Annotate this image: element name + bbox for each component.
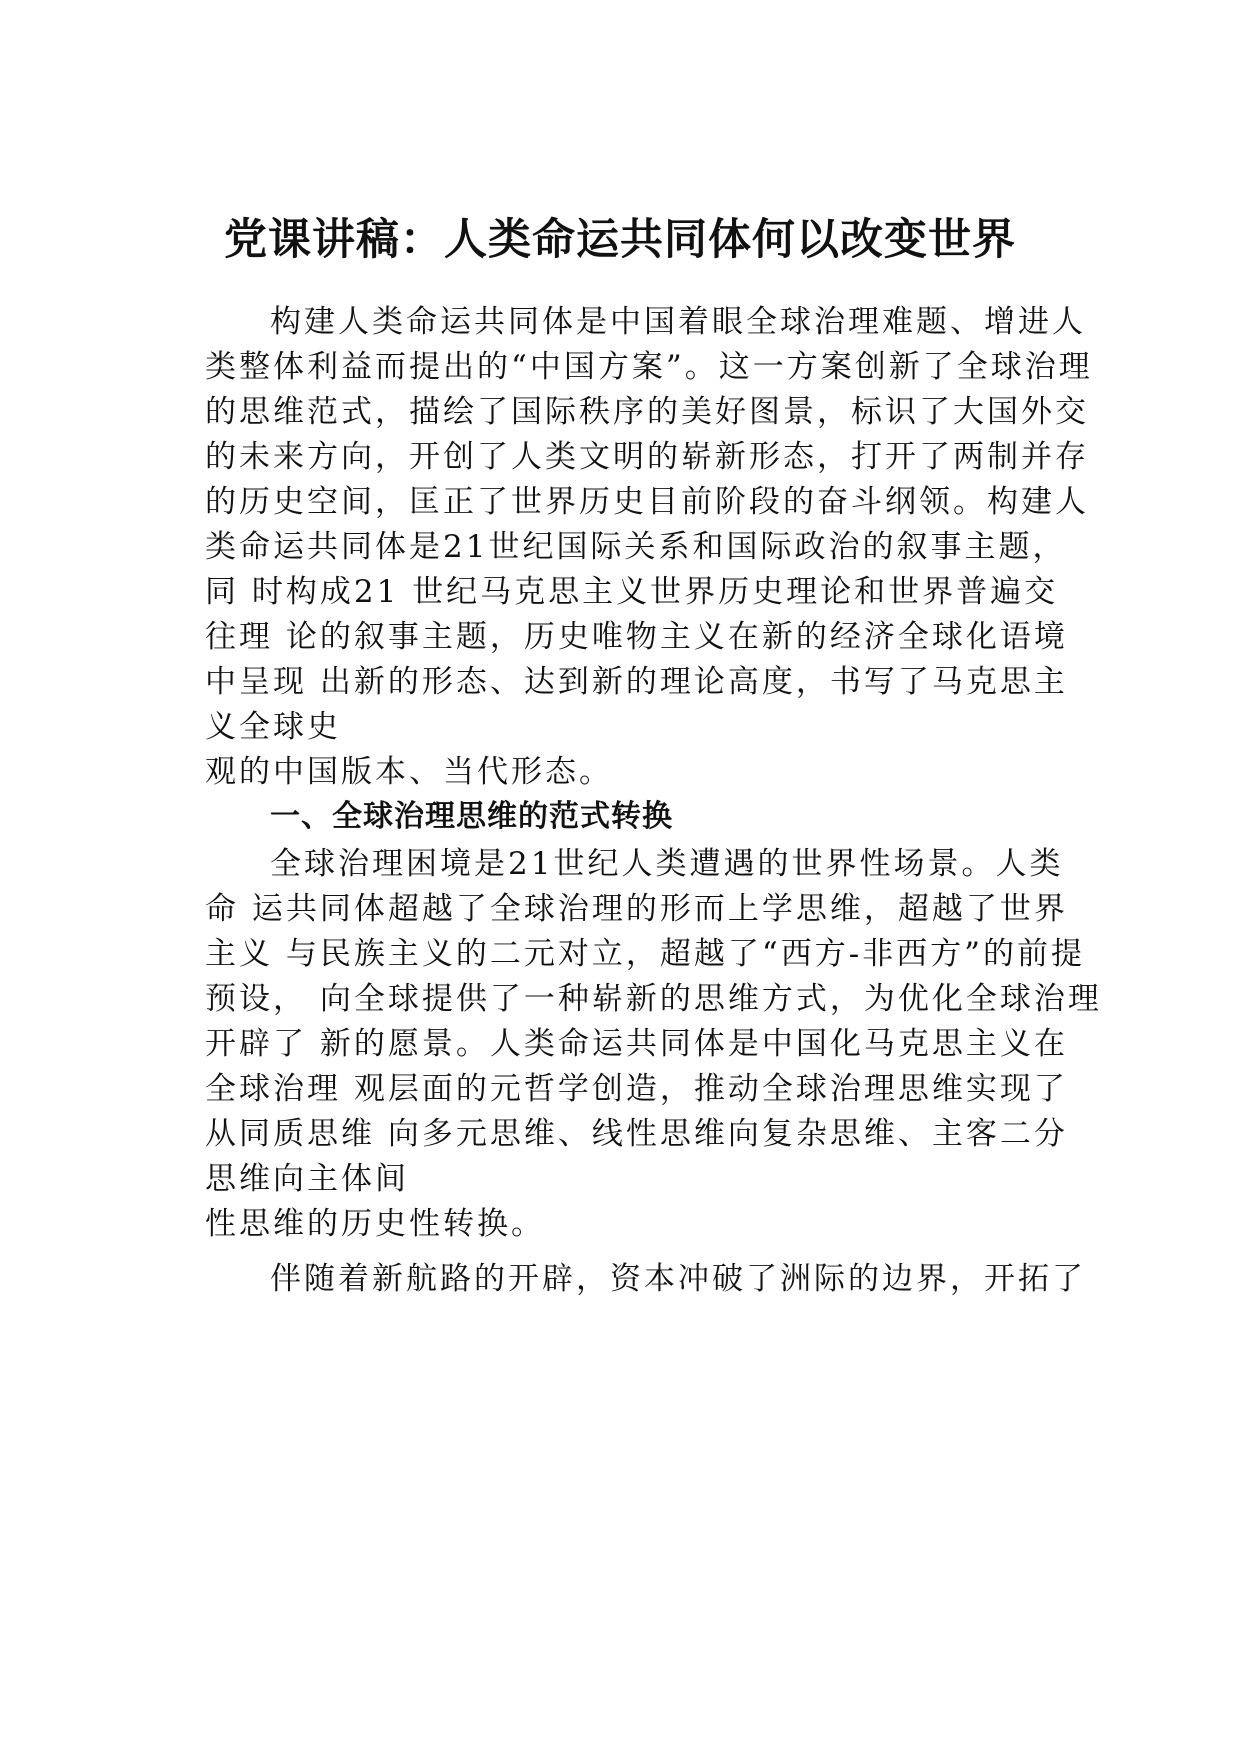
paragraph-line: 主义 与民族主义的二元对立，超越了“西方-非西方”的前提 — [205, 936, 1086, 972]
paragraph-line: 的未来方向，开创了人类文明的崭新形态，打开了两制并存 — [205, 439, 1089, 475]
paragraph-line: 的思维范式，描绘了国际秩序的美好图景，标识了大国外交 — [205, 394, 1089, 430]
paragraph-line: 往理 论的叙事主题，历史唯物主义在新的经济全球化语境 — [205, 619, 1068, 655]
paragraph-line: 思维向主体间 — [205, 1161, 409, 1197]
paragraph-line: 开辟了 新的愿景。人类命运共同体是中国化马克思主义在 — [205, 1026, 1068, 1062]
paragraph-line: 同 时构成21 世纪马克思主义世界历史理论和世界普遍交 — [205, 574, 1059, 610]
paragraph-line: 类整体利益而提出的“中国方案”。这一方案创新了全球治理 — [205, 349, 1093, 385]
paragraph-line: 义全球史 — [205, 709, 341, 745]
paragraph-line: 全球治理 观层面的元哲学创造，推动全球治理思维实现了 — [205, 1071, 1068, 1107]
paragraph-line: 中呈现 出新的形态、达到新的理论高度，书写了马克思主 — [205, 664, 1068, 700]
paragraph-line: 观的中国版本、当代形态。 — [205, 754, 613, 790]
paragraph-line: 预设， 向全球提供了一种崭新的思维方式，为优化全球治理 — [205, 981, 1102, 1017]
paragraph-line: 构建人类命运共同体是中国着眼全球治理难题、增进人 — [270, 304, 1086, 340]
paragraph-line: 类命运共同体是21世纪国际关系和国际政治的叙事主题， — [205, 529, 1067, 565]
paragraph-line: 的历史空间，匡正了世界历史目前阶段的奋斗纲领。构建人 — [205, 484, 1089, 520]
paragraph-line: 伴随着新航路的开辟，资本冲破了洲际的边界，开拓了 — [270, 1261, 1086, 1297]
paragraph-line: 全球治理困境是21世纪人类遭遇的世界性场景。人类 — [270, 846, 1064, 882]
document-title: 党课讲稿：人类命运共同体何以改变世界 — [224, 215, 1016, 265]
paragraph-line: 性思维的历史性转换。 — [205, 1206, 545, 1242]
paragraph-line: 从同质思维 向多元思维、线性思维向复杂思维、主客二分 — [205, 1116, 1068, 1152]
section-heading: 一、全球治理思维的范式转换 — [270, 799, 673, 834]
paragraph-line: 命 运共同体超越了全球治理的形而上学思维，超越了世界 — [205, 891, 1068, 927]
